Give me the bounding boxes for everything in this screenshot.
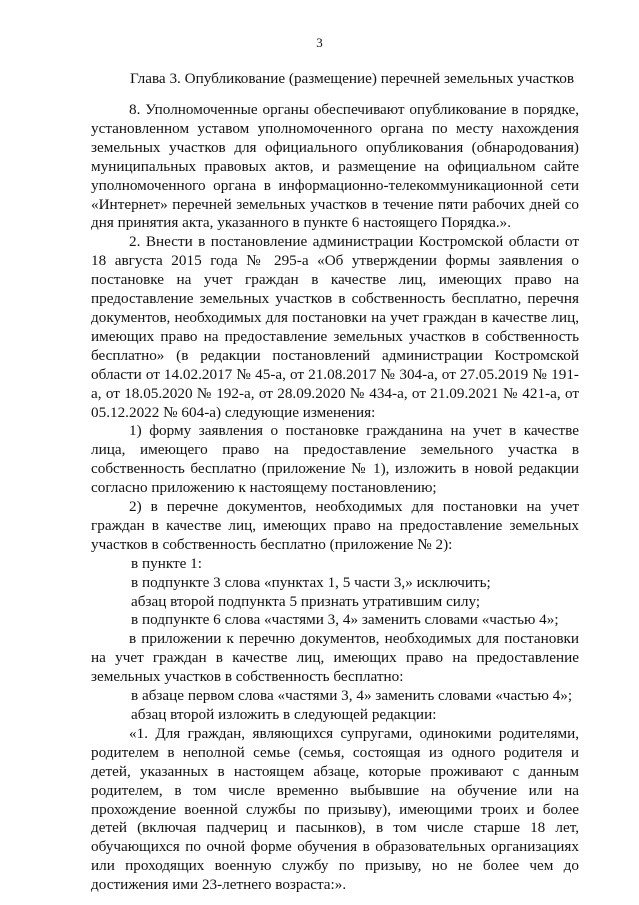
line-second-abzac: абзац второй изложить в следующей редакции: — [131, 706, 437, 723]
paragraph-2: 2. Внести в постановление администрации Костромской области от 18 августа 2015 года № 295-а «Об утверждении формы заявления о постановке на учет граждан в качестве лиц, имеющих право на предоставление земельных участков в собственность бесплатно, перечня документов, необходимых для постановки на учет граждан в качестве лиц, имеющих право на предоставление земельных участков в собственность бесплатно» (в редакции постановлений администрации Костромской области от 14.02.2017 № 45-а, от 21.08.2017 № 304-а, от 27.05.2019 № 191-а, от 18.05.2020 № 192-а, от 28.09.2020 № 434-а, от 21.09.2021 № 421-а, от 05.12.2022 № 604-а) следующие изменения: — [91, 233, 579, 421]
paragraph-appendix: в приложении к перечню документов, необходимых для постановки на учет граждан в качестве лиц, имеющих право на предоставление земельных участков в собственность бесплатно: — [91, 630, 579, 686]
line-point-1: в пункте 1: — [131, 554, 202, 572]
paragraph-2-item-1: 1) форму заявления о постановке гражданина на учет в качестве лица, имеющего право на предоставление земельного участка в собственность бесплатно (приложение № 1), изложить в новой редакции согласно приложению к настоящему постановлению; — [91, 422, 579, 497]
paragraph-quote: «1. Для граждан, являющихся супругами, одинокими родителями, родителем в неполной семье (семья, состоящая из одного родителя и детей, указанных в настоящем абзаце, которые проживают с данным родителем, в том числе временно выбывшие на обучение или на прохождение военной службы по призыву), имеющими троих и более детей (включая падчериц и пасынков), в том числе старше 18 лет, обучающихся по очной форме обучения в образовательных организациях или проходящих военную службу по призыву, но не более чем до достижения ими 23-летнего возраста:». — [91, 724, 579, 894]
chapter-heading: Глава 3. Опубликование (размещение) перечней земельных участков — [130, 70, 575, 87]
line-first-abzac: в абзаце первом слова «частями 3, 4» заменить словами «частью 4»; — [131, 687, 573, 705]
page-number: 3 — [316, 35, 323, 50]
paragraph-2-item-2: 2) в перечне документов, необходимых для постановки на учет граждан в качестве лиц, имеющих право на предоставление земельных участков в собственность бесплатно (приложение № 2): — [91, 498, 579, 553]
line-subpoint-6: в подпункте 6 слова «частями 3, 4» заменить словами «частью 4»; — [131, 611, 559, 629]
paragraph-8: 8. Уполномоченные органы обеспечивают опубликование в порядке, установленном уставом уполномоченного органа по месту нахождения земельных участков для официального опубликования (обнародования) муниципальных правовых актов, и размещение на официальном сайте уполномоченного органа в информационно-телекоммуникационной сети «Интернет» перечней земельных участков в течение пяти рабочих дней со дня принятия акта, указанного в пункте 6 настоящего Порядка.». — [91, 101, 579, 232]
line-subpoint-5: абзац второй подпункта 5 признать утратившим силу; — [131, 592, 481, 610]
document-body — [91, 101, 579, 895]
line-subpoint-3: в подпункте 3 слова «пунктах 1, 5 части 3,» исключить; — [131, 573, 491, 591]
